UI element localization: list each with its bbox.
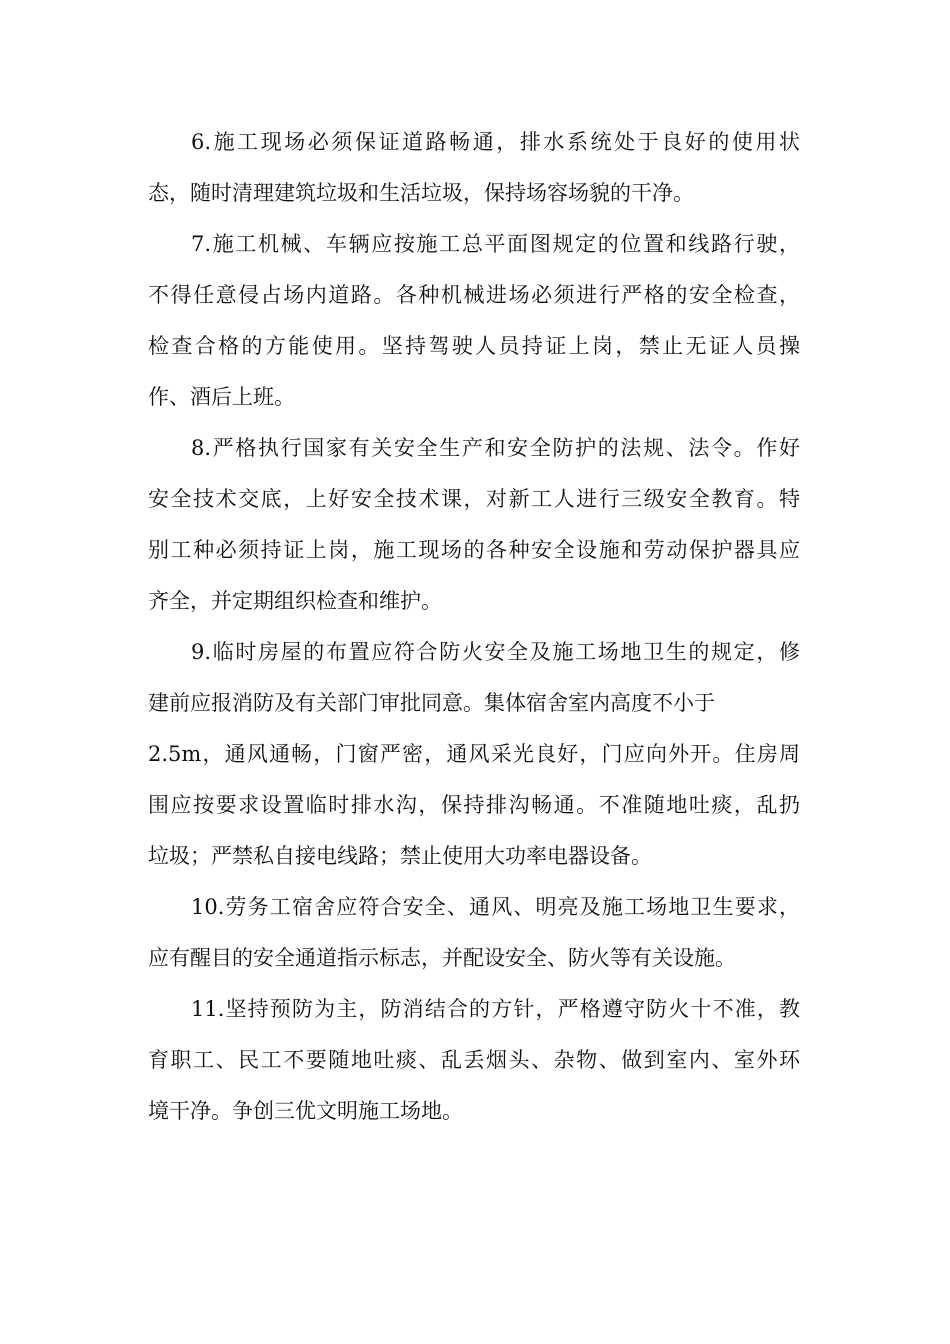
text-line: 建前应报消防及有关部门审批同意。集体宿舍室内高度不小于 — [148, 691, 715, 715]
paragraph-item-8 — [148, 423, 800, 627]
text-line: 7.施工机械、车辆应按施工总平面图规定的位置和线路行驶， — [191, 232, 800, 256]
text-line: 态，随时清理建筑垃圾和生活垃圾，保持场容场貌的干净。 — [148, 181, 694, 205]
text-line: 境干净。争创三优文明施工场地。 — [148, 1099, 463, 1123]
text-line: 9.临时房屋的布置应符合防火安全及施工场地卫生的规定，修 — [191, 640, 800, 664]
text-line: 6.施工现场必须保证道路畅通，排水系统处于良好的使用状 — [191, 130, 800, 154]
text-line: 作、酒后上班。 — [148, 385, 295, 409]
text-line: 齐全，并定期组织检查和维护。 — [148, 589, 442, 613]
text-line: 10.劳务工宿舍应符合安全、通风、明亮及施工场地卫生要求， — [191, 895, 800, 919]
text-line: 应有醒目的安全通道指示标志，并配设安全、防火等有关设施。 — [148, 946, 736, 970]
paragraph-item-9 — [148, 627, 800, 882]
text-line: 垃圾；严禁私自接电线路；禁止使用大功率电器设备。 — [148, 844, 652, 868]
document-body — [148, 117, 800, 1137]
text-line: 不得任意侵占场内道路。各种机械进场必须进行严格的安全检查， — [148, 283, 800, 307]
paragraph-item-10 — [148, 882, 800, 984]
text-line: 安全技术交底，上好安全技术课，对新工人进行三级安全教育。特 — [148, 487, 800, 511]
paragraph-item-11 — [148, 984, 800, 1137]
text-line: 11.坚持预防为主，防消结合的方针，严格遵守防火十不准，教 — [191, 997, 800, 1021]
text-line: 检查合格的方能使用。坚持驾驶人员持证上岗，禁止无证人员操 — [148, 334, 800, 358]
text-line: 育职工、民工不要随地吐痰、乱丢烟头、杂物、做到室内、室外环 — [148, 1048, 800, 1072]
paragraph-item-7 — [148, 219, 800, 423]
text-line: 别工种必须持证上岗，施工现场的各种安全设施和劳动保护器具应 — [148, 538, 800, 562]
text-line: 2.5m，通风通畅，门窗严密，通风采光良好，门应向外开。住房周 — [148, 742, 800, 766]
paragraph-item-6 — [148, 117, 800, 219]
text-line: 围应按要求设置临时排水沟，保持排沟畅通。不准随地吐痰，乱扔 — [148, 793, 800, 817]
text-line: 8.严格执行国家有关安全生产和安全防护的法规、法令。作好 — [191, 436, 800, 460]
